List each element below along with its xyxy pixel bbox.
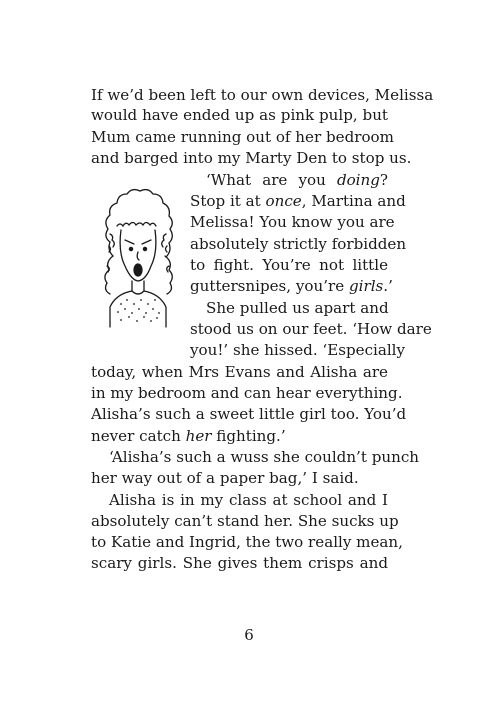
girl-shouting-illustration bbox=[91, 186, 185, 328]
text-line: her way out of a paper bag,’ I said. bbox=[91, 469, 359, 487]
text-line: Stop it at once, Martina and bbox=[190, 192, 406, 210]
text-line: absolutely can’t stand her. She sucks up bbox=[91, 512, 399, 530]
text-line: She pulled us apart and bbox=[206, 299, 389, 317]
text-line: Alisha is in my class at school and I bbox=[109, 491, 388, 509]
text-line: Alisha’s such a sweet little girl too. You’d bbox=[91, 405, 407, 423]
text-line: today, when Mrs Evans and Alisha are bbox=[91, 363, 388, 381]
text-line: scary girls. She gives them crisps and bbox=[91, 554, 388, 572]
text-line: never catch her fighting.’ bbox=[91, 427, 286, 445]
text-line: to Katie and Ingrid, the two really mean, bbox=[91, 533, 403, 551]
page-number: 6 bbox=[244, 626, 254, 644]
text-line: ‘Alisha’s such a wuss she couldn’t punch bbox=[109, 448, 419, 466]
text-line: to fight. You’re not little bbox=[190, 256, 388, 274]
text-line: you!’ she hissed. ‘Especially bbox=[190, 341, 406, 359]
text-line: guttersnipes, you’re girls.’ bbox=[190, 277, 393, 295]
text-line: stood us on our feet. ‘How dare bbox=[190, 320, 432, 338]
text-line: If we’d been left to our own devices, Melissa bbox=[91, 86, 434, 104]
text-line: in my bedroom and can hear everything. bbox=[91, 384, 403, 402]
text-line: Mum came running out of her bedroom bbox=[91, 128, 394, 146]
text-line: would have ended up as pink pulp, but bbox=[91, 106, 388, 124]
text-line: Melissa! You know you are bbox=[190, 213, 395, 231]
text-line: and barged into my Marty Den to stop us. bbox=[91, 149, 412, 167]
text-line bbox=[190, 170, 388, 190]
text-line: absolutely strictly forbidden bbox=[190, 235, 407, 253]
text-fragment: ‘What are you doing? bbox=[206, 171, 388, 189]
